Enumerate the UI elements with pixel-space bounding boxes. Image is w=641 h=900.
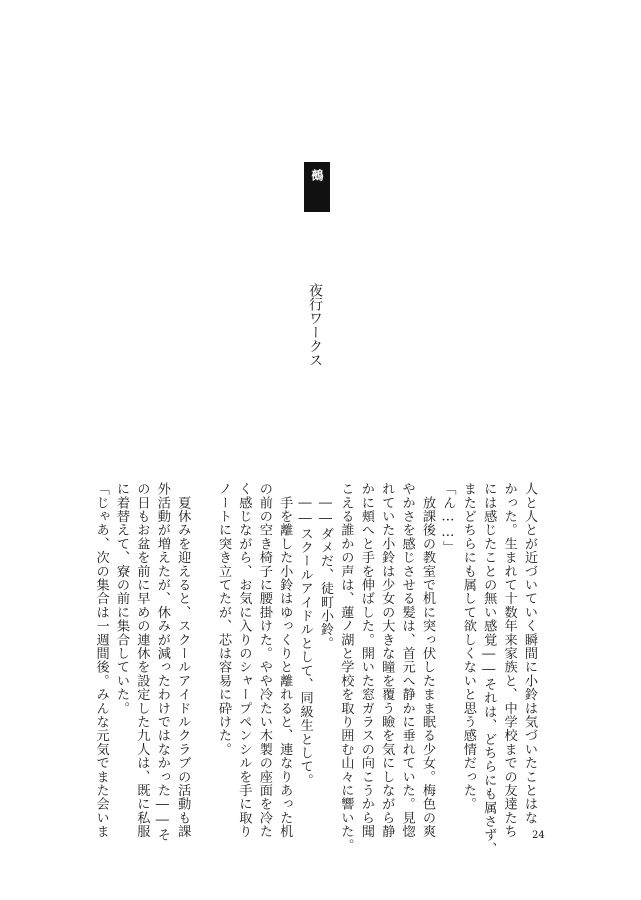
body-line: 手を離した小鈴はゆっくりと離れると、連なりあった机 bbox=[277, 482, 293, 839]
body-line: 外活動が増えたが、休みが減ったわけではなかった――そ bbox=[154, 482, 170, 842]
body-line: 放課後の教室で机に突っ伏したまま眠る少女。梅色の爽 bbox=[420, 482, 435, 839]
body-line: に着替えて、寮の前に集合していた。 bbox=[114, 482, 129, 715]
body-line: 「じゃあ、次の集合は一週間後。みんな元気でまた会いま bbox=[93, 482, 109, 839]
body-line: 人と人とが近づいていく瞬間に小鈴は気づいたことはな bbox=[522, 482, 537, 825]
body-line: ――ダメだ、徒町小鈴。 bbox=[318, 482, 333, 650]
body-line: には感じたことの無い感覚――それは、どちらにも属さず、 bbox=[481, 482, 497, 856]
body-line: かに頬へと手を伸ばした。開いた窓ガラスの向こうから聞 bbox=[358, 482, 374, 839]
body-line: ――スクールアイドルとして、同級生として。 bbox=[297, 482, 313, 787]
body-line: ノートに突き立てたが、芯は容易に砕けた。 bbox=[216, 482, 231, 756]
body-line: の日もお盆を前に早めの連休を設定した九人は、既に私服 bbox=[134, 482, 150, 839]
body-line: く感じながら、お気に入りのシャープペンシルを手に取り bbox=[236, 482, 252, 839]
body-line: やかさを感じさせる髪は、首元へ静かに垂れていた。見惚 bbox=[399, 482, 415, 839]
author-name: 夜行ワークス bbox=[307, 283, 323, 367]
body-line: の前の空き椅子に腰掛けた。やや冷たい木製の座面を冷た bbox=[256, 482, 272, 839]
body-line: またどちらにも属して欲しくないと思う感情だった。 bbox=[460, 482, 476, 811]
body-line: れていた小鈴は少女の大きな瞳を覆う瞼を気にしながら静 bbox=[379, 482, 395, 839]
page-title: 鵺 bbox=[310, 169, 324, 181]
body-line: かった。生まれて十数年来家族と、中学校までの友達たち bbox=[501, 482, 517, 839]
page-number: 24 bbox=[532, 830, 545, 841]
body-line: 「ん……」 bbox=[440, 482, 456, 555]
body-line: こえる誰かの声は、蓮ノ湖と学校を取り囲む山々に響いた。 bbox=[338, 482, 354, 852]
body-line: 夏休みを迎えると、スクールアイドルクラブの活動も課 bbox=[175, 482, 191, 839]
title-block bbox=[304, 162, 330, 212]
